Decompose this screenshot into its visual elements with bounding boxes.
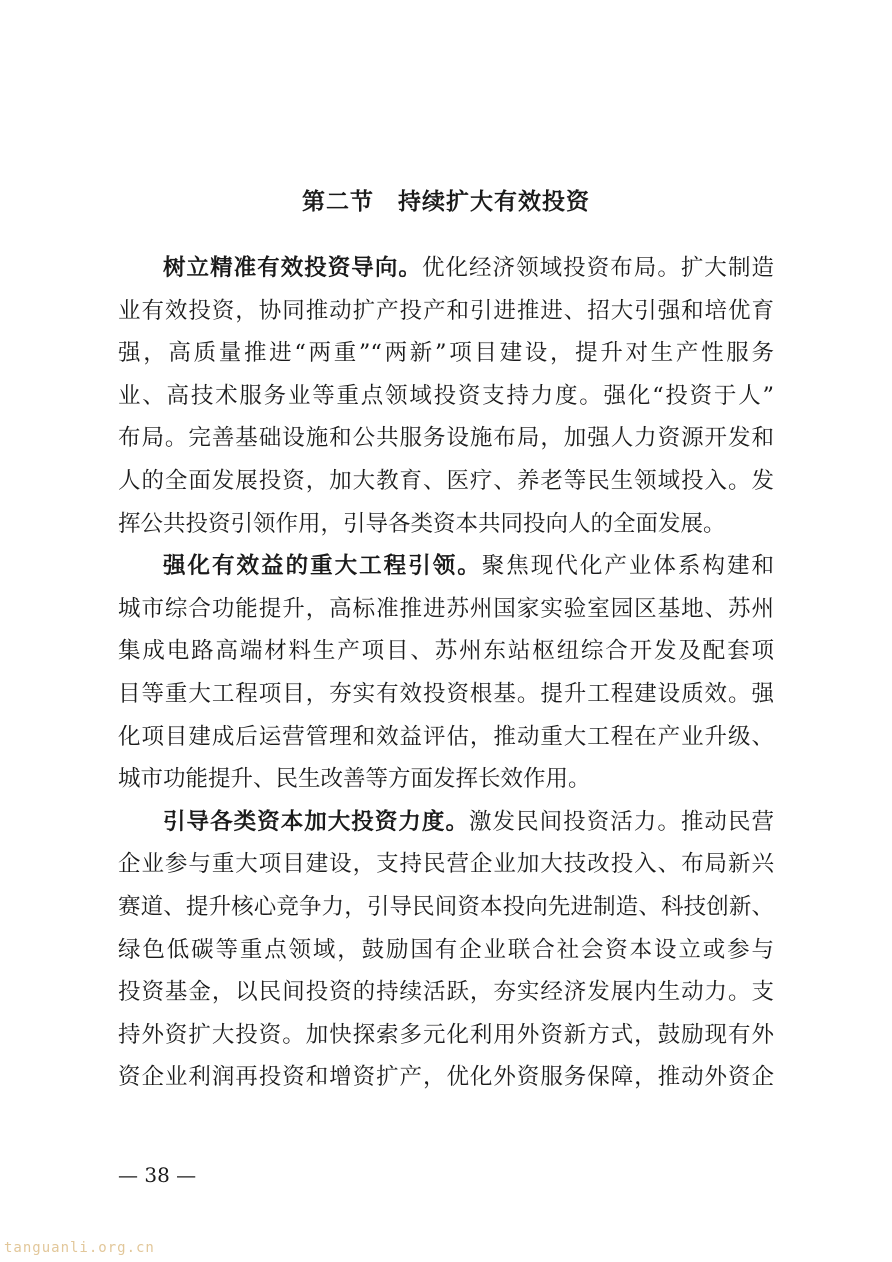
paragraph-line xyxy=(118,247,774,290)
paragraph-line: 投资基金，以民间投资的持续活跃，夯实经济发展内生动力。支 xyxy=(118,979,774,1006)
paragraph-line: 城市功能提升、民生改善等方面发挥长效作用。 xyxy=(118,766,591,793)
paragraph-2 xyxy=(118,545,774,801)
paragraph-line: 持外资扩大投资。加快探索多元化利用外资新方式，鼓励现有外 xyxy=(118,1021,774,1048)
line-text: 优化经济领域投资布局。扩大制造 xyxy=(421,255,774,281)
paragraph-lead: 树立精准有效投资导向。 xyxy=(163,255,422,281)
section-title: 第二节 持续扩大有效投资 xyxy=(302,189,590,215)
paragraph-line xyxy=(118,545,774,588)
paragraph-line: 业有效投资，协同推动扩产投产和引进推进、招大引强和培优育 xyxy=(118,297,774,324)
paragraph-line: 目等重大工程项目，夯实有效投资根基。提升工程建设质效。强 xyxy=(118,680,774,707)
paragraph-line: 城市综合功能提升，高标准推进苏州国家实验室园区基地、苏州 xyxy=(118,595,774,622)
paragraph-lead: 强化有效益的重大工程引领。 xyxy=(163,553,482,580)
watermark: tanguanli.org.cn xyxy=(4,1240,155,1256)
paragraph-3 xyxy=(118,801,774,1099)
paragraph-lead: 引导各类资本加大投资力度。 xyxy=(163,808,470,835)
paragraph-line: 布局。完善基础设施和公共服务设施布局，加强人力资源开发和 xyxy=(118,425,774,452)
paragraph-line: 强，高质量推进“两重”“两新”项目建设，提升对生产性服务 xyxy=(118,340,774,367)
paragraph-line: 化项目建成后运营管理和效益评估，推动重大工程在产业升级、 xyxy=(118,723,774,750)
paragraph-line: 赛道、提升核心竞争力，引导民间资本投向先进制造、科技创新、 xyxy=(118,893,774,920)
paragraph-line: 绿色低碳等重点领域，鼓励国有企业联合社会资本设立或参与 xyxy=(118,936,774,963)
line-text: 激发民间投资活力。推动民营 xyxy=(469,808,774,835)
paragraph-line: 业、高技术服务业等重点领域投资支持力度。强化“投资于人” xyxy=(118,382,774,409)
paragraph-line: 资企业利润再投资和增资扩产，优化外资服务保障，推动外资企 xyxy=(118,1064,774,1091)
page-number: — 38 — xyxy=(118,1163,197,1187)
paragraph-line xyxy=(118,801,774,844)
paragraph-line: 企业参与重大项目建设，支持民营企业加大技改投入、布局新兴 xyxy=(118,851,774,878)
paragraph-line: 人的全面发展投资，加大教育、医疗、养老等民生领域投入。发 xyxy=(118,467,774,494)
paragraph-line: 挥公共投资引领作用，引导各类资本共同投向人的全面发展。 xyxy=(118,510,726,537)
body-text xyxy=(118,247,774,1099)
paragraph-line: 集成电路高端材料生产项目、苏州东站枢纽综合开发及配套项 xyxy=(118,638,774,665)
line-text: 聚焦现代化产业体系构建和 xyxy=(481,553,774,580)
paragraph-1 xyxy=(118,247,774,545)
